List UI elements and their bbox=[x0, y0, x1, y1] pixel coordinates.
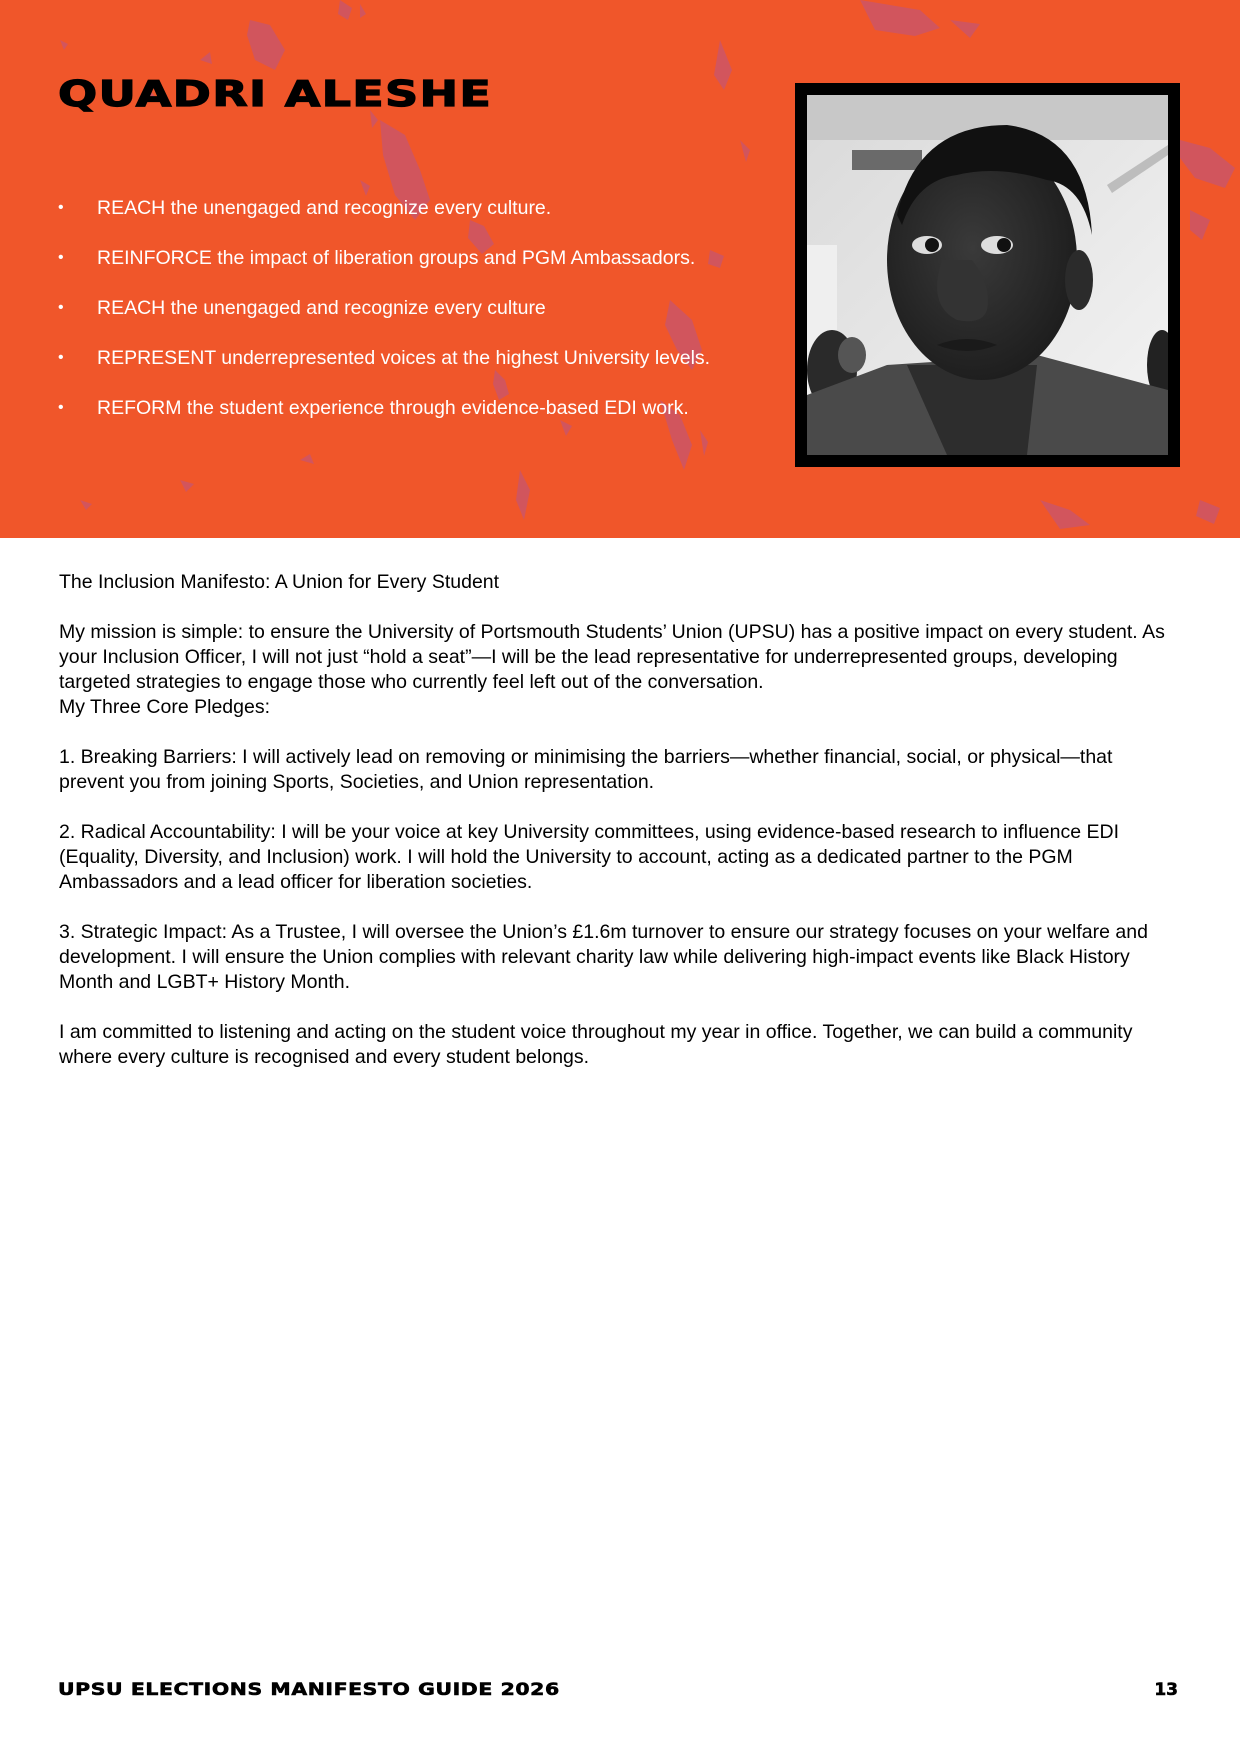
pledge-item bbox=[58, 393, 710, 443]
portrait-photo bbox=[807, 95, 1168, 455]
pledge-item bbox=[58, 293, 710, 343]
bullet-icon: • bbox=[58, 399, 64, 416]
pledge-item bbox=[58, 193, 710, 243]
bullet-icon: • bbox=[58, 249, 64, 266]
pledge-text: REACH the unengaged and recognize every culture bbox=[97, 297, 546, 319]
pledge-item bbox=[58, 343, 710, 393]
pledges-heading: My Three Core Pledges: bbox=[59, 696, 270, 718]
bullet-icon: • bbox=[58, 299, 64, 316]
manifesto-title: The Inclusion Manifesto: A Union for Every Student bbox=[59, 571, 500, 593]
bullet-icon: • bbox=[58, 199, 64, 216]
pledge-text: REFORM the student experience through evidence-based EDI work. bbox=[97, 397, 689, 419]
pledge-text: REPRESENT underrepresented voices at the highest University levels. bbox=[97, 347, 711, 369]
manifesto-closing: I am committed to listening and acting on the student voice throughout my year in office. Together, we can build a community where every culture is recognised and every student belongs. bbox=[59, 1021, 1133, 1068]
hero-banner bbox=[0, 0, 1240, 538]
pledge-list bbox=[58, 193, 710, 443]
bullet-icon: • bbox=[58, 349, 64, 366]
manifesto-body bbox=[59, 570, 1169, 1095]
candidate-photo bbox=[795, 83, 1180, 467]
pledge-paragraph-1: 1. Breaking Barriers: I will actively lead on removing or minimising the barriers—whether financial, social, or physical—that prevent you from joining Sports, Societies, and Union representation. bbox=[59, 746, 1113, 793]
manifesto-intro: My mission is simple: to ensure the University of Portsmouth Students’ Union (UPSU) has a positive impact on every student. As your Inclusion Officer, I will not just “hold a seat”—I will be the lead representative for underrepresented groups, developing targeted strategies to engage those who currently feel left out of the conversation. bbox=[59, 621, 1165, 693]
pledge-paragraph-2: 2. Radical Accountability: I will be your voice at key University committees, using evidence-based research to influence EDI (Equality, Diversity, and Inclusion) work. I will hold the University to account, acting as a dedicated partner to the PGM Ambassadors and a lead officer for liberation societies. bbox=[59, 821, 1119, 893]
pledge-paragraph-3: 3. Strategic Impact: As a Trustee, I will oversee the Union’s £1.6m turnover to ensure our strategy focuses on your welfare and development. I will ensure the Union complies with relevant charity law while delivering high-impact events like Black History Month and LGBT+ History Month. bbox=[59, 921, 1148, 993]
pledge-item bbox=[58, 243, 710, 293]
pledge-text: REACH the unengaged and recognize every culture. bbox=[97, 197, 552, 219]
pledge-text: REINFORCE the impact of liberation groups and PGM Ambassadors. bbox=[97, 247, 696, 269]
footer-title: UPSU ELECTIONS MANIFESTO GUIDE 2026 bbox=[58, 1680, 560, 1700]
candidate-name: QUADRI ALESHE bbox=[58, 74, 493, 115]
page-number: 13 bbox=[1154, 1680, 1178, 1700]
